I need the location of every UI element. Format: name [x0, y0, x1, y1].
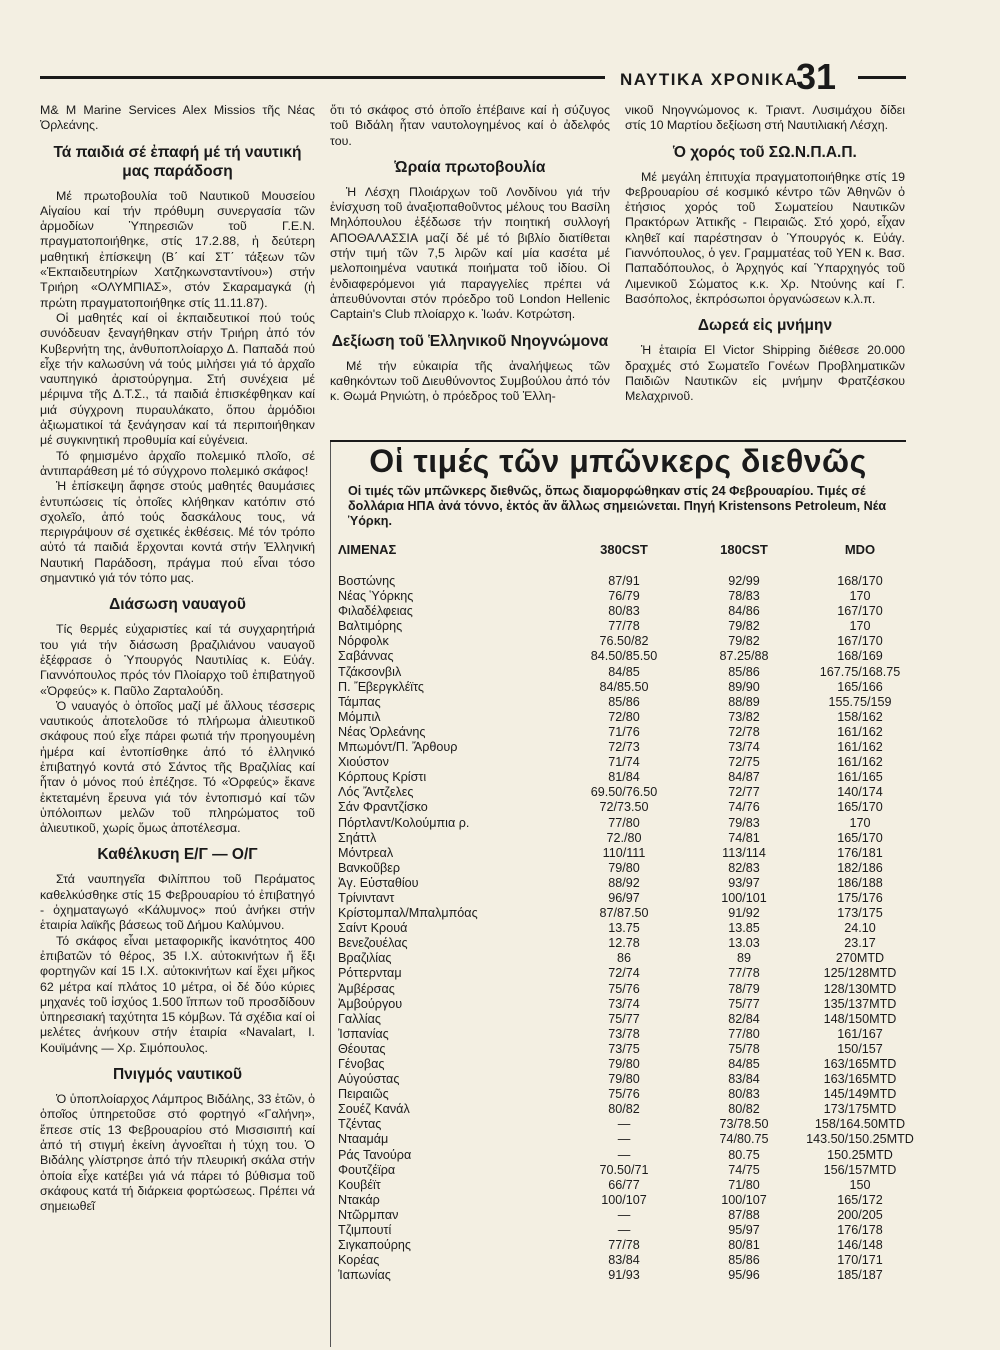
price-380cst-cell: —: [617, 1223, 631, 1238]
table-row: [330, 1178, 906, 1193]
price-mdo-cell: 155.75/159: [828, 694, 892, 709]
table-row: [330, 574, 906, 589]
price-180cst-cell: 72/77: [728, 785, 760, 800]
table-row: [330, 604, 906, 619]
price-mdo-cell: 270MTD: [835, 951, 885, 966]
price-180cst-cell: 78/83: [728, 589, 760, 604]
price-180cst-cell: 91/92: [728, 906, 760, 921]
price-180cst-cell: 93/97: [728, 875, 760, 890]
table-row: [330, 816, 906, 831]
column-1-lead: M& M Marine Services Alex Missios τῆς Νέας Ὀρλεάνης.: [40, 103, 315, 133]
port-cell: Γαλλίας: [338, 1011, 381, 1026]
price-380cst-cell: 81/84: [608, 770, 640, 785]
price-180cst-cell: 72/75: [728, 755, 760, 770]
table-row: [330, 785, 906, 800]
table-row: [330, 755, 906, 770]
price-mdo-cell: 165/166: [837, 679, 883, 694]
port-cell: Νέας Ὑόρκης: [338, 589, 414, 604]
port-cell: Τάμπας: [338, 694, 381, 709]
price-180cst-cell: 79/82: [728, 634, 760, 649]
price-mdo-cell: 163/165MTD: [823, 1057, 897, 1071]
price-180cst-cell: 100/107: [721, 1192, 767, 1207]
price-mdo-cell: 185/187: [837, 1268, 883, 1283]
table-row: [330, 891, 906, 906]
price-380cst-cell: 87/91: [608, 574, 640, 588]
price-380cst-cell: 77/78: [608, 1238, 640, 1253]
table-row: [330, 1193, 906, 1208]
table-row: [330, 725, 906, 740]
price-180cst-cell: 84/86: [728, 604, 760, 619]
price-380cst-cell: 79/80: [608, 860, 640, 875]
price-180cst-cell: 79/82: [728, 619, 760, 634]
port-cell: Μπωμόντ/Π. Ἄρθουρ: [338, 740, 458, 755]
price-mdo-cell: 170/171: [837, 1253, 883, 1268]
port-cell: Τζέντας: [338, 1117, 382, 1132]
price-mdo-cell: 167.75/168.75: [819, 664, 901, 679]
table-row: [330, 1087, 906, 1102]
port-cell: Μόντρεαλ: [338, 845, 394, 860]
column-3: [625, 103, 905, 404]
price-mdo-cell: 173/175: [837, 906, 883, 921]
column-header-port: ΛΙΜΕΝΑΣ: [338, 542, 397, 557]
table-row: [330, 997, 906, 1012]
price-380cst-cell: 84.50/85.50: [590, 649, 658, 664]
port-cell: Βαλτιμόρης: [338, 619, 403, 634]
table-row: [330, 1148, 906, 1163]
price-mdo-cell: 165/170: [837, 830, 883, 845]
price-380cst-cell: 72./80: [606, 830, 642, 845]
port-cell: Ντααμάμ: [338, 1132, 389, 1147]
price-380cst-cell: —: [617, 1132, 631, 1147]
price-mdo-cell: 168/169: [837, 649, 883, 664]
price-mdo-cell: 158/162: [837, 709, 883, 724]
port-cell: Ράς Τανούρα: [338, 1147, 412, 1162]
column-header-380cst: 380CST: [600, 542, 648, 557]
price-mdo-cell: 161/162: [837, 740, 883, 755]
price-180cst-cell: 84/87: [728, 770, 760, 785]
price-180cst-cell: 74/80.75: [719, 1132, 769, 1147]
port-cell: Αὐγούστας: [338, 1072, 400, 1087]
port-cell: Σαίντ Κρουά: [338, 921, 408, 936]
price-mdo-cell: 182/186: [837, 860, 883, 875]
price-380cst-cell: 72/73: [608, 740, 640, 755]
port-cell: Βανκοῦβερ: [338, 860, 401, 875]
price-mdo-cell: 167/170: [837, 604, 883, 619]
paragraph: Ὁ ναυαγός ὁ ὁποῖος μαζί μέ ἄλλους τέσσερις ναυτικούς ἀποτελοῦσε τό πλήρωμα ἁλιευτικοῦ σκάφους πού εἶχε πάρει φωτιά τήν προηγουμένη ἡμέρα καί ἐντοπίσθηκε ἀπό τό ἑλληνικό ἐπιβατηγό κοντά στό Σάντος τῆς Βραζιλίας καί ἦταν ὁ μόνος πού ἐπέζησε. Τό «Ὀρφεύς» ἔκανε ἐκτεταμένη ἔρευνα γιά τόν ἐντοπισμό καί τῶν ὑπόλοιπων μελῶν τοῦ πληρώματος τοῦ ἁλιευτικοῦ, χωρίς ὅμως ἀποτέλεσμα.: [40, 698, 315, 836]
price-380cst-cell: —: [617, 1147, 631, 1162]
price-180cst-cell: 71/80: [728, 1177, 760, 1192]
price-mdo-cell: 148/150MTD: [823, 1011, 897, 1026]
price-380cst-cell: 72/74: [608, 966, 640, 981]
price-180cst-cell: 80/82: [728, 1102, 760, 1117]
price-380cst-cell: 66/77: [608, 1177, 640, 1192]
price-380cst-cell: 96/97: [608, 890, 640, 905]
bunker-price-table: [330, 540, 914, 1283]
paragraph: Ἡ ἑταιρία El Victor Shipping διέθεσε 20.000 δραχμές στό Σωματεῖο Γονέων Προβληματικῶν Παιδιῶν Ναυτικῶν εἰς μνήμην Φρατζέσκου Μελαχρινοῦ.: [625, 343, 905, 404]
price-180cst-cell: 80/83: [728, 1087, 760, 1102]
paragraph: Μέ τήν εὐκαιρία τῆς ἀναλήψεως τῶν καθηκόντων τοῦ Διευθύνοντος Συμβούλου ἀπό τόν κ. Θωμά Ρηνιώτη, ὁ πρόεδρος τοῦ Ἑλλη-: [330, 358, 610, 404]
port-cell: Φουτζέϊρα: [338, 1162, 396, 1177]
heading-rescue: Διάσωση ναυαγοῦ: [109, 596, 246, 614]
table-row: [330, 1253, 906, 1268]
price-380cst-cell: 77/80: [608, 815, 640, 830]
table-row: [330, 1012, 906, 1027]
heading-donation: Δωρεά εἰς μνήμην: [697, 317, 833, 335]
table-row: [330, 846, 906, 861]
table-row: [330, 619, 906, 634]
column-header-mdo: MDO: [844, 542, 876, 557]
table-row: [330, 1208, 906, 1223]
price-mdo-cell: 145/149MTD: [823, 1087, 897, 1102]
table-row: [330, 649, 906, 664]
price-380cst-cell: 75/77: [608, 1011, 640, 1026]
price-180cst-cell: 74/75: [728, 1162, 760, 1177]
port-cell: Σουέζ Κανάλ: [338, 1102, 410, 1117]
port-cell: Κουβέϊτ: [338, 1177, 381, 1192]
price-380cst-cell: 83/84: [608, 1253, 640, 1268]
price-180cst-cell: 84/85: [728, 1057, 760, 1071]
table-row: [330, 936, 906, 951]
bunker-section-rule: [330, 440, 906, 442]
price-mdo-cell: 161/165: [837, 770, 883, 785]
price-mdo-cell: 175/176: [837, 890, 883, 905]
port-cell: Κρίστομπαλ/Μπαλμπόας: [338, 906, 478, 921]
paragraph: Τό σκάφος εἶναι μεταφορικῆς ἱκανότητος 400 ἐπιβατῶν τό θέρος, 35 Ι.Χ. αὐτοκινήτων ἤ ἕξι φορτηγῶν καί 15 Ι.Χ. αὐτοκινήτων καί ἔχει μῆκος 62 μέτρα καί πλάτος 10 μέτρα, οἱ δέ δύο κύριες μηχανές τοῦ ἰσχύος 1.500 ἵππων τοῦ προσδίδουν ὑπηρεσιακή ταχύτητα 15 κόμβων. Τά σχέδια καί οἱ μελέτες ἀνήκουν στήν ἑταιρία «Navalart, I. Κουϊμάνης — Χρ. Σιμόπουλος.: [40, 933, 315, 1055]
table-row: [330, 1132, 914, 1147]
paragraph: Ὁ ὑποπλοίαρχος Λάμπρος Βιδάλης, 33 ἐτῶν, ὁ ὁποῖος ὑπηρετοῦσε στό φορτηγό «Γαλήνη», ἔπεσε στίς 13 Φεβρουαρίου στό Μισσισιπή καί ἀπό τή στιγμή ἐκείνη ἀγνοεῖται ἡ τύχη του. Ὁ Βιδάλης γλίστρησε ἀπό τήν πλευρική σκάλα στήν ὁποία εἶχε κατέβει γιά νά πάρει τό βύθισμα τοῦ σκάφους κατά τή διάρκεια φορτώσεως. Πρέπει νά σημειωθεῖ: [40, 1092, 315, 1214]
price-mdo-cell: 161/167: [837, 1026, 883, 1041]
price-mdo-cell: 156/157MTD: [823, 1162, 897, 1177]
price-180cst-cell: 95/96: [728, 1268, 760, 1283]
table-body: [330, 574, 914, 1283]
price-380cst-cell: 71/74: [608, 755, 640, 770]
price-mdo-cell: 143.50/150.25MTD: [806, 1132, 914, 1147]
price-180cst-cell: 85/86: [728, 1253, 760, 1268]
table-row: [330, 1268, 906, 1283]
table-row: [330, 951, 906, 966]
price-180cst-cell: 89: [736, 951, 751, 966]
price-mdo-cell: 200/205: [837, 1207, 883, 1222]
price-mdo-cell: 161/162: [837, 755, 883, 770]
price-380cst-cell: 87/87.50: [599, 906, 649, 921]
price-380cst-cell: 13.75: [608, 921, 640, 936]
price-180cst-cell: 87/88: [728, 1207, 760, 1222]
port-cell: Πόρτλαντ/Κολούμπια ρ.: [338, 815, 470, 830]
price-mdo-cell: 167/170: [837, 634, 883, 649]
table-row: [330, 1042, 906, 1057]
price-180cst-cell: 113/114: [722, 845, 766, 860]
paragraph: Τό φημισμένο ἀρχαῖο πολεμικό πλοῖο, σέ ἀντιπαράθεση μέ τό σύγχρονο πολεμικό σκάφος!: [40, 448, 315, 478]
price-380cst-cell: 85/86: [608, 694, 640, 709]
paragraph: Τίς θερμές εὐχαριστίες καί τά συγχαρητήριά του γιά τήν διάσωση βραζιλιάνου ναυαγοῦ ἐξέφρασε ὁ Ὑπουργός Ναυτιλίας κ. Εὐάγ. Γιαννόπουλος πρός τόν Πλοίαρχο τοῦ ἐπιβατηγοῦ «Ὀρφεύς» κ. Παῦλο Ζαρταλούδη.: [40, 622, 315, 698]
table-row: [330, 966, 906, 981]
price-380cst-cell: 100/107: [601, 1192, 647, 1207]
port-cell: Βενεζουέλας: [338, 936, 408, 951]
price-380cst-cell: 75/76: [608, 981, 640, 996]
heading-launch: Καθέλκυση Ε/Γ — Ο/Γ: [97, 846, 258, 864]
price-180cst-cell: 82/84: [728, 1011, 760, 1026]
column-2: [330, 103, 610, 404]
price-180cst-cell: 82/83: [728, 860, 760, 875]
price-mdo-cell: 135/137MTD: [823, 996, 897, 1011]
price-380cst-cell: 76/79: [608, 589, 640, 604]
price-180cst-cell: 77/78: [728, 966, 760, 981]
price-mdo-cell: 150: [849, 1177, 871, 1192]
price-180cst-cell: 13.85: [728, 921, 760, 936]
price-180cst-cell: 75/78: [728, 1041, 760, 1056]
heading-drowning: Πνιγμός ναυτικοῦ: [112, 1066, 243, 1084]
price-180cst-cell: 73/82: [728, 709, 760, 724]
price-mdo-cell: 165/170: [837, 800, 883, 815]
price-380cst-cell: —: [617, 1207, 631, 1222]
port-cell: Ἀμβούργου: [338, 996, 403, 1011]
price-380cst-cell: 72/80: [608, 709, 640, 724]
masthead-title: ΝΑΥΤΙΚΑ ΧΡΟΝΙΚΑ: [620, 70, 799, 89]
price-380cst-cell: 80/83: [608, 604, 640, 619]
price-mdo-cell: 150/157: [837, 1041, 883, 1056]
price-380cst-cell: 73/75: [608, 1041, 640, 1056]
price-180cst-cell: 80.75: [728, 1147, 760, 1162]
heading-dance: Ὁ χορός τοῦ ΣΩ.Ν.Π.Α.Π.: [673, 143, 857, 161]
price-180cst-cell: 83/84: [728, 1072, 760, 1087]
column-2-lead: ὅτι τό σκάφος στό ὁποῖο ἐπέβαινε καί ἡ σύζυγος τοῦ Βιδάλη ἦταν ναυτολογημένος καί ὁ ἀδελφός του.: [330, 103, 610, 148]
table-row: [330, 876, 906, 891]
bunker-title: Οἱ τιμές τῶν μπῶνκερς διεθνῶς: [369, 443, 867, 479]
price-380cst-cell: 79/80: [608, 1057, 640, 1071]
price-mdo-cell: 186/188: [837, 875, 883, 890]
price-380cst-cell: 77/78: [608, 619, 640, 634]
price-380cst-cell: 79/80: [608, 1072, 640, 1087]
table-row: [330, 740, 906, 755]
price-mdo-cell: 158/164.50MTD: [814, 1117, 906, 1132]
port-cell: Ἁγ. Εὐσταθίου: [338, 875, 419, 890]
price-380cst-cell: 72/73.50: [599, 800, 649, 815]
price-mdo-cell: 170: [849, 619, 871, 634]
port-cell: Χιούστον: [338, 755, 389, 770]
table-row: [330, 921, 906, 936]
port-cell: Φιλαδέλφειας: [338, 604, 413, 619]
price-mdo-cell: 170: [849, 589, 871, 604]
table-row: [330, 680, 906, 695]
port-cell: Νέας Ὀρλεάνης: [338, 724, 426, 739]
price-380cst-cell: 70.50/71: [599, 1162, 649, 1177]
table-row: [330, 861, 906, 876]
table-row: [330, 1057, 906, 1072]
price-180cst-cell: 95/97: [728, 1223, 760, 1238]
price-380cst-cell: 86: [616, 951, 631, 966]
port-cell: Τζάκσονβιλ: [338, 664, 402, 679]
price-mdo-cell: 176/178: [837, 1223, 883, 1238]
price-380cst-cell: 76.50/82: [599, 634, 649, 649]
price-380cst-cell: 73/74: [608, 996, 640, 1011]
heading-initiative: Ὡραία πρωτοβουλία: [394, 158, 546, 176]
table-row: [330, 1117, 906, 1132]
price-mdo-cell: 24.10: [844, 921, 876, 936]
heading-children-naval-tradition: Τά παιδιά σέ ἐπαφή μέ τή ναυτική μας παράδοση: [53, 143, 302, 180]
price-380cst-cell: 73/78: [608, 1026, 640, 1041]
port-cell: Κορέας: [338, 1253, 380, 1268]
paragraph: Μέ μεγάλη ἐπιτυχία πραγματοποιήθηκε στίς 19 Φεβρουαρίου σέ κοσμικό κέντρο τῶν Ἀθηνῶν ὁ ἐτήσιος χορός τοῦ Σωματείου Ναυτικῶν Πρακτόρων Ἀττικῆς - Πειραιῶς. Στό χορό, εἶχαν κληθεῖ καί παρέστησαν ὁ Ὑπουργός κ. Εὐάγ. Γιαννόπουλος, ὁ γεν. Γραμματέας τοῦ ΥΕΝ κ. Βασ. Παπαδόπουλος, ὁ Ἀρχηγός καί Ὑπαρχηγός τοῦ Λιμενικοῦ Σώματος κ.κ. Χρ. Ντούνης καί Γ. Βασόπολος, ἐκπρόσωποι ὀργανώσεων κ.λ.π.: [625, 169, 905, 306]
price-380cst-cell: 75/76: [608, 1087, 640, 1102]
price-mdo-cell: 165/172: [837, 1192, 883, 1207]
table-row: [330, 589, 906, 604]
paragraph: Μέ πρωτοβουλία τοῦ Ναυτικοῦ Μουσείου Αἰγαίου καί τήν πρόθυμη συνεργασία τῶν ἁρμοδίων Ὑπηρεσιῶν τοῦ Γ.Ε.Ν. πραγματοποιήθηκε, στίς 17.2.88, ἡ δεύτερη μαθητική ἐπίσκεψη (Β΄ καί ΣΤ΄ τάξεων τῶν «Ἐκπαιδευτηρίων Χατζηκωνσταντίνου») στήν Τριήρη «ΟΛΥΜΠΙΑΣ», στόν Σκαραμαγκά (ἡ πρώτη πραγματοποιήθηκε στίς 11.11.87).: [40, 188, 315, 310]
port-cell: Μόμπιλ: [338, 709, 381, 724]
price-mdo-cell: 176/181: [837, 845, 883, 860]
port-cell: Πειραιῶς: [338, 1087, 389, 1102]
masthead-rule: [40, 76, 605, 79]
bunker-intro: Οἱ τιμές τῶν μπῶνκερς διεθνῶς, ὅπως διαμορφώθηκαν στίς 24 Φεβρουαρίου. Τιμές σέ δολλάρια ΗΠΑ ἀνά τόννο, ἐκτός ἄν ἄλλως σημειώνεται. Πηγή Kristensons Petroleum, Νέα Ὑόρκη.: [348, 484, 887, 528]
column-3-lead: νικοῦ Νηογνώμονος κ. Τριαντ. Λυσιμάχου δίδει στίς 10 Μαρτίου δεξίωση στή Ναυτιλιακή Λέσχη.: [625, 103, 905, 133]
price-380cst-cell: 12.78: [608, 936, 640, 951]
price-mdo-cell: 170: [849, 815, 871, 830]
port-cell: Ἰσπανίας: [338, 1026, 389, 1041]
paragraph: Οἱ μαθητές καί οἱ ἐκπαιδευτικοί πού τούς συνόδευαν ξεναγήθηκαν στήν Τριήρη ἀπό τόν Κυβερνήτη της, ἀνθυποπλοίαρχο Δ. Παπαδά πού εἶχε τήν καλωσύνη νά τούς μιλήσει γιά τό ἀρχαῖο ναυπηγικό ἀριστούργημα. Στή συνέχεια μέ μέριμνα τῆς Δ.Τ.Σ., τά παιδιά ἐπισκέφθηκαν καί μιά σύγχρονη πυραυλάκατο, ὅπου ἁρμόδιοι ἀξιωματικοί τά ξενάγησαν καί τά περιποιήθηκαν μέ συγκινητική προθυμία καί εὐγένεια.: [40, 310, 315, 448]
table-row: [330, 770, 906, 785]
port-cell: Ἰαπωνίας: [338, 1268, 391, 1283]
port-cell: Νόρφολκ: [338, 634, 389, 649]
port-cell: Ντῶρμπαν: [338, 1207, 399, 1222]
paragraph: Ἡ ἐπίσκεψη ἄφησε στούς μαθητές θαυμάσιες ἐντυπώσεις τίς ὁποῖες κλήθηκαν κατόπιν στό σχολεῖο, ἀπό τούς δασκάλους τους, νά περιγράψουν σέ σχετικές ἐκθέσεις. Μέ τόν τρόπο αὐτό τά παιδιά ἔρχονται κοντά στήν Ἑλληνική Ναυτική Παράδοση, πράγμα πού εἶναι τόσο σημαντικό γιά τόν τόπο μας.: [40, 479, 315, 586]
price-180cst-cell: 77/80: [728, 1026, 760, 1041]
price-mdo-cell: 173/175MTD: [823, 1102, 897, 1117]
page-number: 31: [796, 56, 837, 97]
price-380cst-cell: 91/93: [608, 1268, 640, 1283]
port-cell: Θέουτας: [338, 1041, 386, 1056]
price-180cst-cell: 79/83: [728, 815, 760, 830]
table-header-row: [330, 540, 906, 574]
port-cell: Γένοβας: [338, 1057, 385, 1071]
port-cell: Σαβάννας: [338, 649, 394, 664]
port-cell: Βοστώνης: [338, 574, 396, 588]
table-row: [330, 1238, 906, 1253]
table-row: [330, 800, 906, 815]
port-cell: Τζιμπουτί: [338, 1223, 392, 1238]
port-cell: Τρίνινταντ: [338, 890, 395, 905]
table-row: [330, 1072, 906, 1087]
price-mdo-cell: 128/130MTD: [823, 981, 897, 996]
price-180cst-cell: 74/76: [728, 800, 760, 815]
price-mdo-cell: 125/128MTD: [823, 966, 897, 981]
price-380cst-cell: 80/82: [608, 1102, 640, 1117]
port-cell: Σάν Φραντζίσκο: [338, 800, 428, 815]
price-mdo-cell: 161/162: [837, 724, 883, 739]
heading-reception: Δεξίωση τοῦ Ἑλληνικοῦ Νηογνώμονα: [331, 332, 609, 350]
price-180cst-cell: 89/90: [728, 679, 760, 694]
port-cell: Π. Ἔβεργκλέϊτς: [338, 679, 424, 694]
table-row: [330, 710, 906, 725]
table-row: [330, 831, 906, 846]
price-180cst-cell: 100/101: [721, 890, 767, 905]
price-380cst-cell: —: [617, 1117, 631, 1132]
paragraph: Στά ναυπηγεῖα Φιλίππου τοῦ Περάματος καθελκύσθηκε στίς 15 Φεβρουαρίου τό ἐπιβατηγό - ὀχηματαγωγό «Κάλυμνος» πού ἀνήκει στήν ἑταιρία λαϊκῆς βάσεως τοῦ Δήμου Καλύμνου.: [40, 872, 315, 933]
table-row: [330, 665, 906, 680]
price-mdo-cell: 163/165MTD: [823, 1072, 897, 1087]
price-mdo-cell: 23.17: [844, 936, 876, 951]
price-180cst-cell: 92/99: [728, 574, 760, 588]
price-180cst-cell: 74/81: [728, 830, 760, 845]
price-180cst-cell: 88/89: [728, 694, 760, 709]
column-header-180cst: 180CST: [720, 542, 768, 557]
price-180cst-cell: 80/81: [728, 1238, 760, 1253]
port-cell: Ἀμβέρσας: [338, 981, 395, 996]
price-180cst-cell: 73/78.50: [719, 1117, 769, 1132]
price-180cst-cell: 13.03: [728, 936, 760, 951]
price-mdo-cell: 150.25MTD: [827, 1147, 893, 1162]
price-380cst-cell: 84/85.50: [599, 679, 649, 694]
table-row: [330, 1163, 906, 1178]
port-cell: Σιγκαπούρης: [338, 1238, 411, 1253]
price-180cst-cell: 75/77: [728, 996, 760, 1011]
price-180cst-cell: 85/86: [728, 664, 760, 679]
table-row: [330, 982, 906, 997]
masthead-rule-right: [858, 76, 906, 79]
price-180cst-cell: 73/74: [728, 740, 760, 755]
port-cell: Βραζιλίας: [338, 951, 392, 966]
paragraph: Ἡ Λέσχη Πλοιάρχων τοῦ Λονδίνου γιά τήν ἐνίσχυση τοῦ ἀναξιοπαθοῦντος μέλους του Βασίλη Μηλόπουλου ἐξέδωσε τήν ποιητική συλλογή ΑΠΟΘΑΛΑΣΣΙΑ μαζί δέ μέ τό βιβλίο διατίθεται στήν τιμή τῶν 7,5 λιρῶν καί μία κασέτα μέ μελοποιημένα ναυτικά ποιήματα τοῦ ἰδίου. Οἱ ἐνδιαφερόμενοι γιά παραγγελίες πρέπει νά ἀπευθύνονται στόν πρόεδρο τοῦ London Hellenic Captain's Club πλοίαρχο κ. Ἰωάν. Κοτρώτση.: [330, 184, 610, 322]
port-cell: Ντακάρ: [338, 1192, 380, 1207]
price-380cst-cell: 69.50/76.50: [590, 785, 658, 800]
port-cell: Κόρπους Κρίστι: [338, 770, 427, 785]
table-row: [330, 1102, 906, 1117]
table-row: [330, 634, 906, 649]
price-mdo-cell: 168/170: [837, 574, 883, 588]
price-380cst-cell: 88/92: [608, 875, 640, 890]
price-mdo-cell: 146/148: [837, 1238, 883, 1253]
price-180cst-cell: 78/79: [728, 981, 760, 996]
table-row: [330, 1027, 906, 1042]
table-row: [330, 906, 906, 921]
price-380cst-cell: 71/76: [608, 724, 640, 739]
port-cell: Σηάττλ: [338, 830, 377, 845]
port-cell: Λός Ἄντζελες: [338, 785, 414, 800]
price-180cst-cell: 87.25/88: [719, 649, 769, 664]
table-row: [330, 1223, 906, 1238]
table-row: [330, 695, 906, 710]
price-380cst-cell: 84/85: [608, 664, 640, 679]
column-1: [40, 103, 315, 1214]
price-180cst-cell: 72/78: [728, 724, 760, 739]
price-380cst-cell: 110/111: [602, 845, 646, 860]
price-mdo-cell: 140/174: [837, 785, 883, 800]
port-cell: Ρόττερνταμ: [338, 966, 402, 981]
